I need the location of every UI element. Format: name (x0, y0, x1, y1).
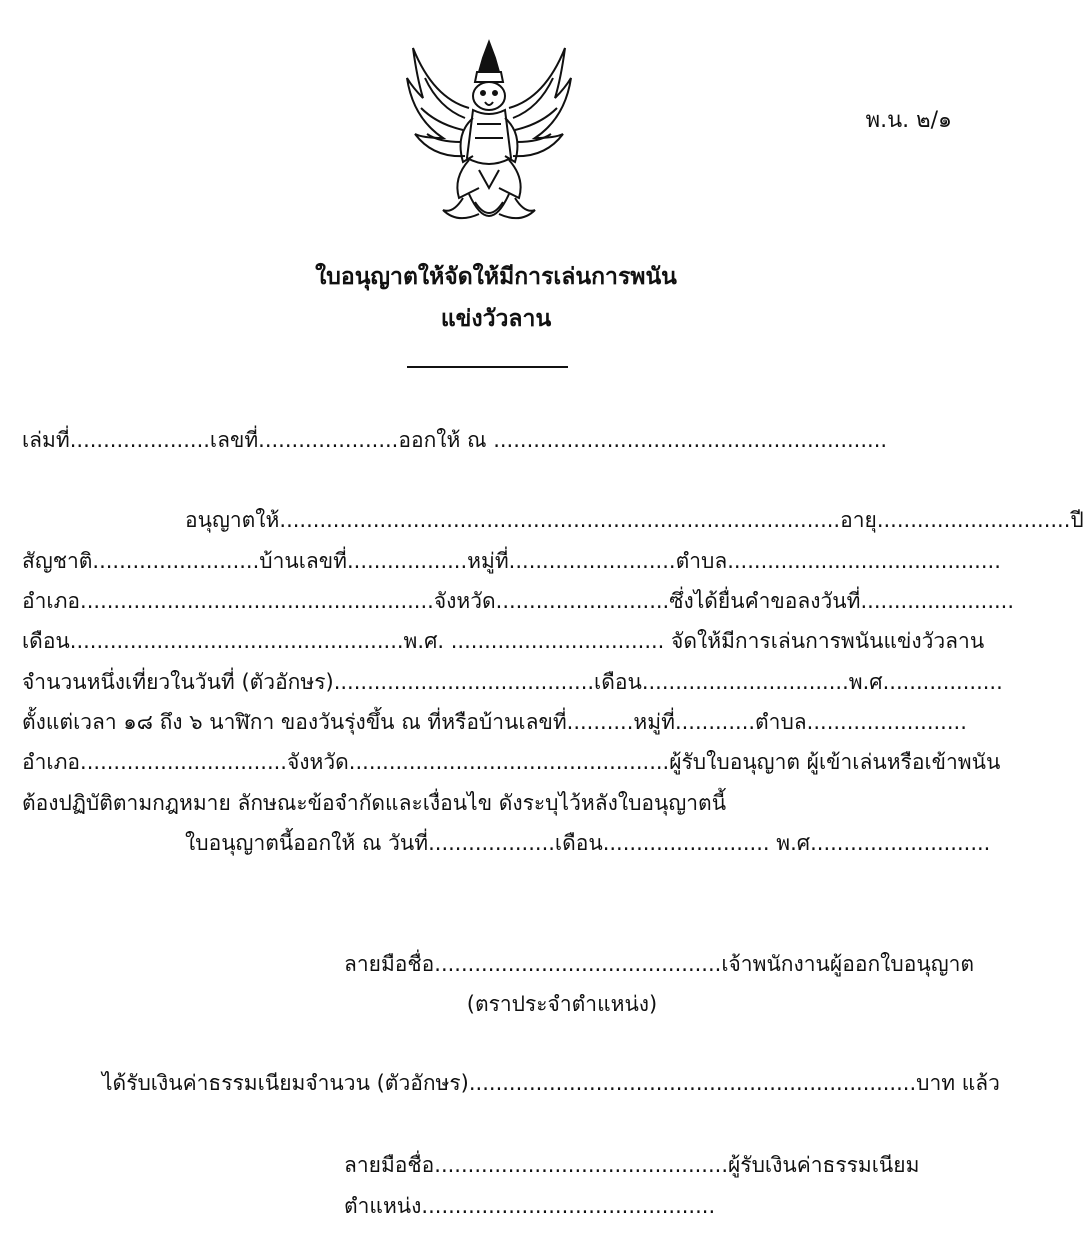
province-line: อำเภอ...............................จังหวัด................................................ผู้รับใบอนุญาต ผู้เข้าเล่นหรือเข้าพนัน (22, 750, 1001, 774)
district-line: อำเภอ.....................................................จังหวัด..........................ซึ่งได้ยื่นคำขอลงวันที่....................... (22, 589, 1015, 613)
document-subtitle: แข่งวัวลาน (440, 306, 552, 332)
conditions-line: ต้องปฏิบัติตามกฎหมาย ลักษณะข้อจำกัดและเงื่อนไข ดังระบุไว้หลังใบอนุญาตนี้ (22, 791, 727, 815)
receiver-signature-line: ลายมือชื่อ............................................ผู้รับเงินค่าธรรมเนียม (344, 1153, 920, 1177)
receiver-position-line: ตำแหน่ง............................................ (344, 1194, 716, 1218)
fee-received-line: ได้รับเงินค่าธรรมเนียมจำนวน (ตัวอักษร)...................................................................บาท แล้ว (102, 1071, 1000, 1095)
title-divider (407, 366, 568, 368)
officer-signature-line: ลายมือชื่อ...........................................เจ้าพนักงานผู้ออกใบอนุญาต (344, 952, 975, 976)
date-line: จำนวนหนึ่งเที่ยวในวันที่ (ตัวอักษร).......................................เดือน...............................พ.ศ.................. (22, 670, 1003, 694)
month-line: เดือน..................................................พ.ศ. ................................ จัดให้มีการเล่นการพนันแข่งวัวลาน (22, 629, 985, 653)
book-number-line: เล่มที่.....................เลขที่.....................ออกให้ ณ ........................................................... (22, 428, 888, 452)
document-title: ใบอนุญาตให้จัดให้มีการเล่นการพนัน (315, 264, 677, 290)
form-code: พ.น. ๒/๑ (865, 108, 952, 133)
issue-date-line: ใบอนุญาตนี้ออกให้ ณ วันที่...................เดือน......................... พ.ศ........................... (185, 831, 991, 855)
seal-note: (ตราประจำตำแหน่ง) (466, 992, 658, 1016)
address-line: สัญชาติ.........................บ้านเลขที่..................หมู่ที่.........................ตำบล......................................... (22, 549, 1001, 573)
garuda-emblem-icon (403, 38, 575, 228)
licensee-line: อนุญาตให้....................................................................................อายุ.............................ปี (185, 508, 1084, 532)
time-place-line: ตั้งแต่เวลา ๑๘ ถึง ๖ นาฬิกา ของวันรุ่งขึ้น ณ ที่หรือบ้านเลขที่..........หมู่ที่............ตำบล........................ (22, 710, 967, 734)
